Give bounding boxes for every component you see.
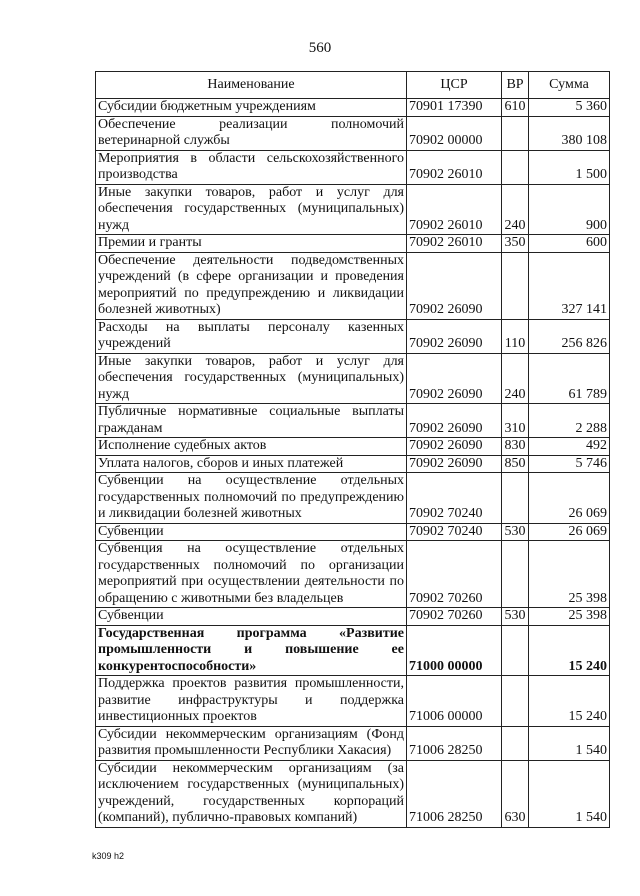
row-name-cell: Субсидии некоммерческим организациям (за исключением государственных (муниципальных) учреждений, государственных корпораций (компаний), публично-правовых компаний) [96, 760, 407, 827]
table-row [96, 438, 610, 456]
row-vr-cell: 350 [502, 235, 529, 253]
row-name-cell: Субвенция на осуществление отдельных государственных полномочий по организации мероприятий при осуществлении деятельности по обращению с животными без владельцев [96, 541, 407, 608]
footer-code: k309 h2 [92, 851, 125, 861]
row-sum-cell: 15 240 [529, 625, 610, 676]
header-name: Наименование [96, 72, 407, 99]
row-sum-cell: 5 360 [529, 99, 610, 117]
table-row [96, 404, 610, 438]
row-name-cell: Уплата налогов, сборов и иных платежей [96, 455, 407, 473]
row-name-cell: Государственная программа «Развитие промышленности и повышение ее конкурентоспособности» [96, 625, 407, 676]
row-sum-cell: 492 [529, 438, 610, 456]
row-name-cell: Субсидии некоммерческим организациям (Фонд развития промышленности Республики Хакасия) [96, 726, 407, 760]
row-sum-cell: 1 540 [529, 760, 610, 827]
row-csr-cell: 71000 00000 [407, 625, 502, 676]
table-row [96, 150, 610, 184]
table-row [96, 625, 610, 676]
row-csr-cell: 70902 70240 [407, 473, 502, 524]
row-name-cell: Исполнение судебных актов [96, 438, 407, 456]
row-sum-cell: 25 398 [529, 608, 610, 626]
row-name-cell: Премии и гранты [96, 235, 407, 253]
row-csr-cell: 71006 28250 [407, 726, 502, 760]
page-number: 560 [308, 40, 332, 56]
header-vr: ВР [502, 72, 529, 99]
budget-table [95, 71, 610, 828]
row-csr-cell: 70902 70260 [407, 541, 502, 608]
row-vr-cell [502, 676, 529, 727]
row-csr-cell: 70902 26010 [407, 235, 502, 253]
row-sum-cell: 26 069 [529, 473, 610, 524]
row-vr-cell [502, 116, 529, 150]
table-row [96, 184, 610, 235]
table-row [96, 319, 610, 353]
row-sum-cell: 327 141 [529, 252, 610, 319]
row-sum-cell: 15 240 [529, 676, 610, 727]
row-csr-cell: 70902 26090 [407, 319, 502, 353]
row-vr-cell: 630 [502, 760, 529, 827]
row-csr-cell: 70902 26090 [407, 438, 502, 456]
row-csr-cell: 71006 00000 [407, 676, 502, 727]
row-vr-cell: 850 [502, 455, 529, 473]
row-name-cell: Субсидии бюджетным учреждениям [96, 99, 407, 117]
row-sum-cell: 25 398 [529, 541, 610, 608]
table-row [96, 760, 610, 827]
table-row [96, 523, 610, 541]
table-row [96, 473, 610, 524]
row-sum-cell: 26 069 [529, 523, 610, 541]
row-sum-cell: 1 540 [529, 726, 610, 760]
row-name-cell: Субвенции [96, 608, 407, 626]
row-csr-cell: 70902 70240 [407, 523, 502, 541]
row-sum-cell: 61 789 [529, 353, 610, 404]
row-vr-cell: 310 [502, 404, 529, 438]
row-csr-cell: 71006 28250 [407, 760, 502, 827]
row-name-cell: Иные закупки товаров, работ и услуг для обеспечения государственных (муниципальных) нужд [96, 353, 407, 404]
row-name-cell: Поддержка проектов развития промышленности, развитие инфраструктуры и поддержка инвестиционных проектов [96, 676, 407, 727]
row-sum-cell: 5 746 [529, 455, 610, 473]
row-vr-cell [502, 726, 529, 760]
row-vr-cell [502, 541, 529, 608]
header-sum: Сумма [529, 72, 610, 99]
table-row [96, 541, 610, 608]
row-vr-cell: 240 [502, 353, 529, 404]
table-header-row [96, 72, 610, 99]
table-row [96, 99, 610, 117]
row-vr-cell: 110 [502, 319, 529, 353]
row-vr-cell [502, 625, 529, 676]
table-row [96, 726, 610, 760]
row-sum-cell: 900 [529, 184, 610, 235]
row-csr-cell: 70902 26090 [407, 404, 502, 438]
row-csr-cell: 70902 26090 [407, 252, 502, 319]
row-vr-cell: 610 [502, 99, 529, 117]
row-name-cell: Субвенции на осуществление отдельных государственных полномочий по предупреждению и ликвидации болезней животных [96, 473, 407, 524]
row-sum-cell: 600 [529, 235, 610, 253]
row-csr-cell: 70902 26010 [407, 150, 502, 184]
row-csr-cell: 70902 26010 [407, 184, 502, 235]
row-vr-cell [502, 252, 529, 319]
row-vr-cell [502, 473, 529, 524]
row-csr-cell: 70902 00000 [407, 116, 502, 150]
row-csr-cell: 70902 26090 [407, 353, 502, 404]
row-sum-cell: 1 500 [529, 150, 610, 184]
row-vr-cell: 530 [502, 523, 529, 541]
row-vr-cell [502, 150, 529, 184]
row-vr-cell: 830 [502, 438, 529, 456]
row-sum-cell: 2 288 [529, 404, 610, 438]
table-row [96, 235, 610, 253]
table-row [96, 116, 610, 150]
row-csr-cell: 70902 70260 [407, 608, 502, 626]
row-name-cell: Расходы на выплаты персоналу казенных учреждений [96, 319, 407, 353]
row-sum-cell: 380 108 [529, 116, 610, 150]
table-row [96, 455, 610, 473]
row-csr-cell: 70902 26090 [407, 455, 502, 473]
row-name-cell: Субвенции [96, 523, 407, 541]
row-sum-cell: 256 826 [529, 319, 610, 353]
row-name-cell: Обеспечение деятельности подведомственных учреждений (в сфере организации и проведения мероприятий по предупреждению и ликвидации болезней животных) [96, 252, 407, 319]
header-csr: ЦСР [407, 72, 502, 99]
table-row [96, 608, 610, 626]
row-name-cell: Иные закупки товаров, работ и услуг для обеспечения государственных (муниципальных) нужд [96, 184, 407, 235]
row-csr-cell: 70901 17390 [407, 99, 502, 117]
row-vr-cell: 240 [502, 184, 529, 235]
row-name-cell: Обеспечение реализации полномочий ветеринарной службы [96, 116, 407, 150]
table-row [96, 676, 610, 727]
row-name-cell: Мероприятия в области сельскохозяйственного производства [96, 150, 407, 184]
row-name-cell: Публичные нормативные социальные выплаты гражданам [96, 404, 407, 438]
table-row [96, 353, 610, 404]
table-row [96, 252, 610, 319]
row-vr-cell: 530 [502, 608, 529, 626]
